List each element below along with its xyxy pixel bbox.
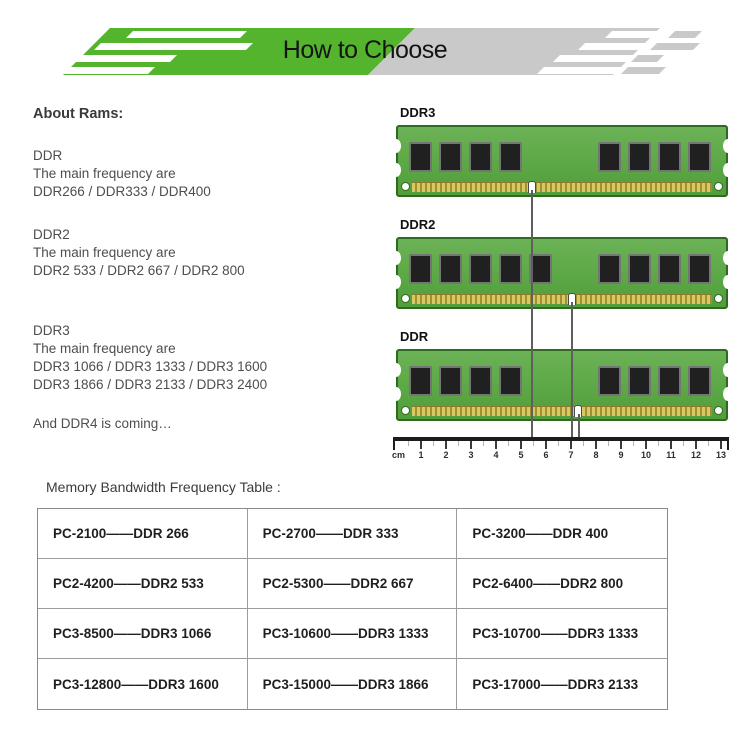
edge-notch <box>723 387 733 401</box>
ram-module-ddr2 <box>396 217 728 311</box>
ram-type: DDR2 <box>33 227 70 242</box>
table-cell: PC-2700——DDR 333 <box>248 509 458 559</box>
gold-pins <box>412 406 712 416</box>
ruler-half-tick <box>483 441 484 446</box>
freq-list: DDR3 1066 / DDR3 1333 / DDR3 1600 <box>33 359 268 374</box>
ruler-half-tick <box>583 441 584 446</box>
header-stripe <box>631 55 664 62</box>
memory-chip <box>499 142 522 172</box>
edge-notch <box>391 275 401 289</box>
memory-chip <box>439 142 462 172</box>
memory-chip <box>688 254 711 284</box>
table-title: Memory Bandwidth Frequency Table : <box>46 479 281 495</box>
ruler-half-tick <box>508 441 509 446</box>
ruler-endcap <box>727 437 729 450</box>
ruler-tick <box>570 441 572 449</box>
edge-notch <box>391 139 401 153</box>
memory-chip <box>598 142 621 172</box>
memory-chip <box>409 366 432 396</box>
ruler-tick <box>520 441 522 449</box>
mount-hole <box>401 182 410 191</box>
ddr4-note: And DDR4 is coming… <box>33 416 172 431</box>
ruler-number: 2 <box>443 450 449 460</box>
memory-chip <box>658 366 681 396</box>
ruler-half-tick <box>608 441 609 446</box>
memory-chip <box>628 366 651 396</box>
edge-notch <box>391 387 401 401</box>
ruler-tick <box>595 441 597 449</box>
edge-notch <box>391 163 401 177</box>
chip-group-left <box>409 142 522 172</box>
table-cell: PC3-17000——DDR3 2133 <box>472 676 639 692</box>
memory-chip <box>628 254 651 284</box>
memory-chip <box>469 366 492 396</box>
header-stripe <box>54 67 155 74</box>
ruler-number: 10 <box>640 450 651 460</box>
table-cell: PC-2100——DDR 266 <box>38 509 248 559</box>
mount-hole <box>714 182 723 191</box>
ruler-number: 3 <box>468 450 474 460</box>
table-cell: PC3-15000——DDR3 1866 <box>248 659 458 709</box>
header-banner <box>0 28 750 75</box>
memory-chip <box>499 366 522 396</box>
edge-notch <box>723 251 733 265</box>
ruler-number: 13 <box>715 450 726 460</box>
memory-chip <box>688 366 711 396</box>
mount-hole <box>401 406 410 415</box>
ruler-number: 1 <box>418 450 424 460</box>
memory-chip <box>598 366 621 396</box>
header-stripe <box>126 31 247 38</box>
chip-group-right <box>598 254 711 284</box>
freq-list: DDR3 1866 / DDR3 2133 / DDR3 2400 <box>33 377 268 392</box>
ram-module-label: DDR2 <box>400 217 436 232</box>
memory-chip <box>628 142 651 172</box>
edge-notch <box>723 275 733 289</box>
ram-board <box>396 237 728 309</box>
ram-module-label: DDR <box>400 329 429 344</box>
edge-notch <box>723 139 733 153</box>
ruler-half-tick <box>408 441 409 446</box>
ruler-half-tick <box>658 441 659 446</box>
edge-notch <box>391 251 401 265</box>
header-stripe <box>650 43 700 50</box>
table-cell: PC2-6400——DDR2 800 <box>457 559 667 609</box>
freq-desc: The main frequency are <box>33 341 176 356</box>
memory-chip <box>658 254 681 284</box>
edge-notch <box>391 363 401 377</box>
memory-chip <box>658 142 681 172</box>
header-stripe <box>553 55 634 62</box>
ruler-tick <box>545 441 547 449</box>
table-cell: PC3-8500——DDR3 1066 <box>38 609 248 659</box>
ram-module-label: DDR3 <box>400 105 436 120</box>
ram-type: DDR <box>33 148 63 163</box>
ruler-number: 7 <box>568 450 574 460</box>
notch-indicator-line <box>571 302 573 441</box>
header-stripe <box>72 55 177 62</box>
ruler-endcap <box>393 437 395 450</box>
about-section <box>33 105 373 433</box>
header-stripe <box>668 31 702 38</box>
ruler-half-tick <box>633 441 634 446</box>
ruler-tick <box>495 441 497 449</box>
freq-desc: The main frequency are <box>33 166 176 181</box>
table-cell: PC2-4200——DDR2 533 <box>38 559 248 609</box>
ram-board <box>396 349 728 421</box>
ruler-number: 11 <box>666 450 676 460</box>
header-stripe <box>94 43 253 50</box>
ruler-number: 5 <box>518 450 524 460</box>
ddr-info <box>33 147 373 201</box>
ruler-number: 4 <box>493 450 499 460</box>
ruler-half-tick <box>558 441 559 446</box>
ram-board <box>396 125 728 197</box>
ruler-tick <box>445 441 447 449</box>
ram-module-ddr3 <box>396 105 728 199</box>
freq-list: DDR2 533 / DDR2 667 / DDR2 800 <box>33 263 245 278</box>
ruler-number: 8 <box>593 450 599 460</box>
memory-chip <box>469 142 492 172</box>
ruler-bar <box>393 437 729 441</box>
bandwidth-table <box>37 508 668 710</box>
gold-pins <box>412 294 712 304</box>
chip-group-right <box>598 366 711 396</box>
mount-hole <box>714 294 723 303</box>
memory-chip <box>409 142 432 172</box>
edge-notch <box>723 163 733 177</box>
gold-pins <box>412 182 712 192</box>
mount-hole <box>401 294 410 303</box>
about-heading: About Rams: <box>33 106 124 122</box>
header-stripe <box>537 67 624 74</box>
freq-desc: The main frequency are <box>33 245 176 260</box>
header-stripe <box>605 31 672 38</box>
table-cell: PC-3200——DDR 400 <box>457 509 667 559</box>
ruler <box>393 437 729 465</box>
table-cell: PC3-12800——DDR3 1600 <box>38 659 248 709</box>
notch-indicator-line <box>531 190 533 441</box>
ruler-tick <box>670 441 672 449</box>
edge-notch <box>723 363 733 377</box>
ruler-number: 6 <box>543 450 549 460</box>
ruler-unit: cm <box>392 450 406 460</box>
ddr2-info <box>33 226 373 280</box>
header-stripe <box>621 67 666 74</box>
table-cell: PC3-10600——DDR3 1333 <box>248 609 458 659</box>
ruler-tick <box>470 441 472 449</box>
ruler-half-tick <box>458 441 459 446</box>
ruler-number: 12 <box>690 450 701 460</box>
ruler-half-tick <box>433 441 434 446</box>
mount-hole <box>714 406 723 415</box>
freq-list: DDR266 / DDR333 / DDR400 <box>33 184 211 199</box>
memory-chip <box>688 142 711 172</box>
table-cell: PC3-10700——DDR3 1333 <box>457 609 667 659</box>
memory-chip <box>499 254 522 284</box>
chip-group-right <box>598 142 711 172</box>
ruler-half-tick <box>708 441 709 446</box>
ruler-tick <box>720 441 722 449</box>
ruler-tick <box>620 441 622 449</box>
ruler-half-tick <box>533 441 534 446</box>
ruler-tick <box>645 441 647 449</box>
memory-chip <box>439 254 462 284</box>
ruler-number: 9 <box>618 450 624 460</box>
memory-chip <box>598 254 621 284</box>
memory-chip <box>439 366 462 396</box>
header-stripe <box>578 43 653 50</box>
table-cell: PC2-5300——DDR2 667 <box>248 559 458 609</box>
ruler-half-tick <box>683 441 684 446</box>
memory-chip <box>409 254 432 284</box>
header-title: How to Choose <box>282 36 448 64</box>
ruler-tick <box>695 441 697 449</box>
ram-module-ddr <box>396 329 728 423</box>
chip-group-left <box>409 366 522 396</box>
ruler-tick <box>420 441 422 449</box>
ddr3-info <box>33 322 373 394</box>
ram-type: DDR3 <box>33 323 70 338</box>
memory-chip <box>469 254 492 284</box>
